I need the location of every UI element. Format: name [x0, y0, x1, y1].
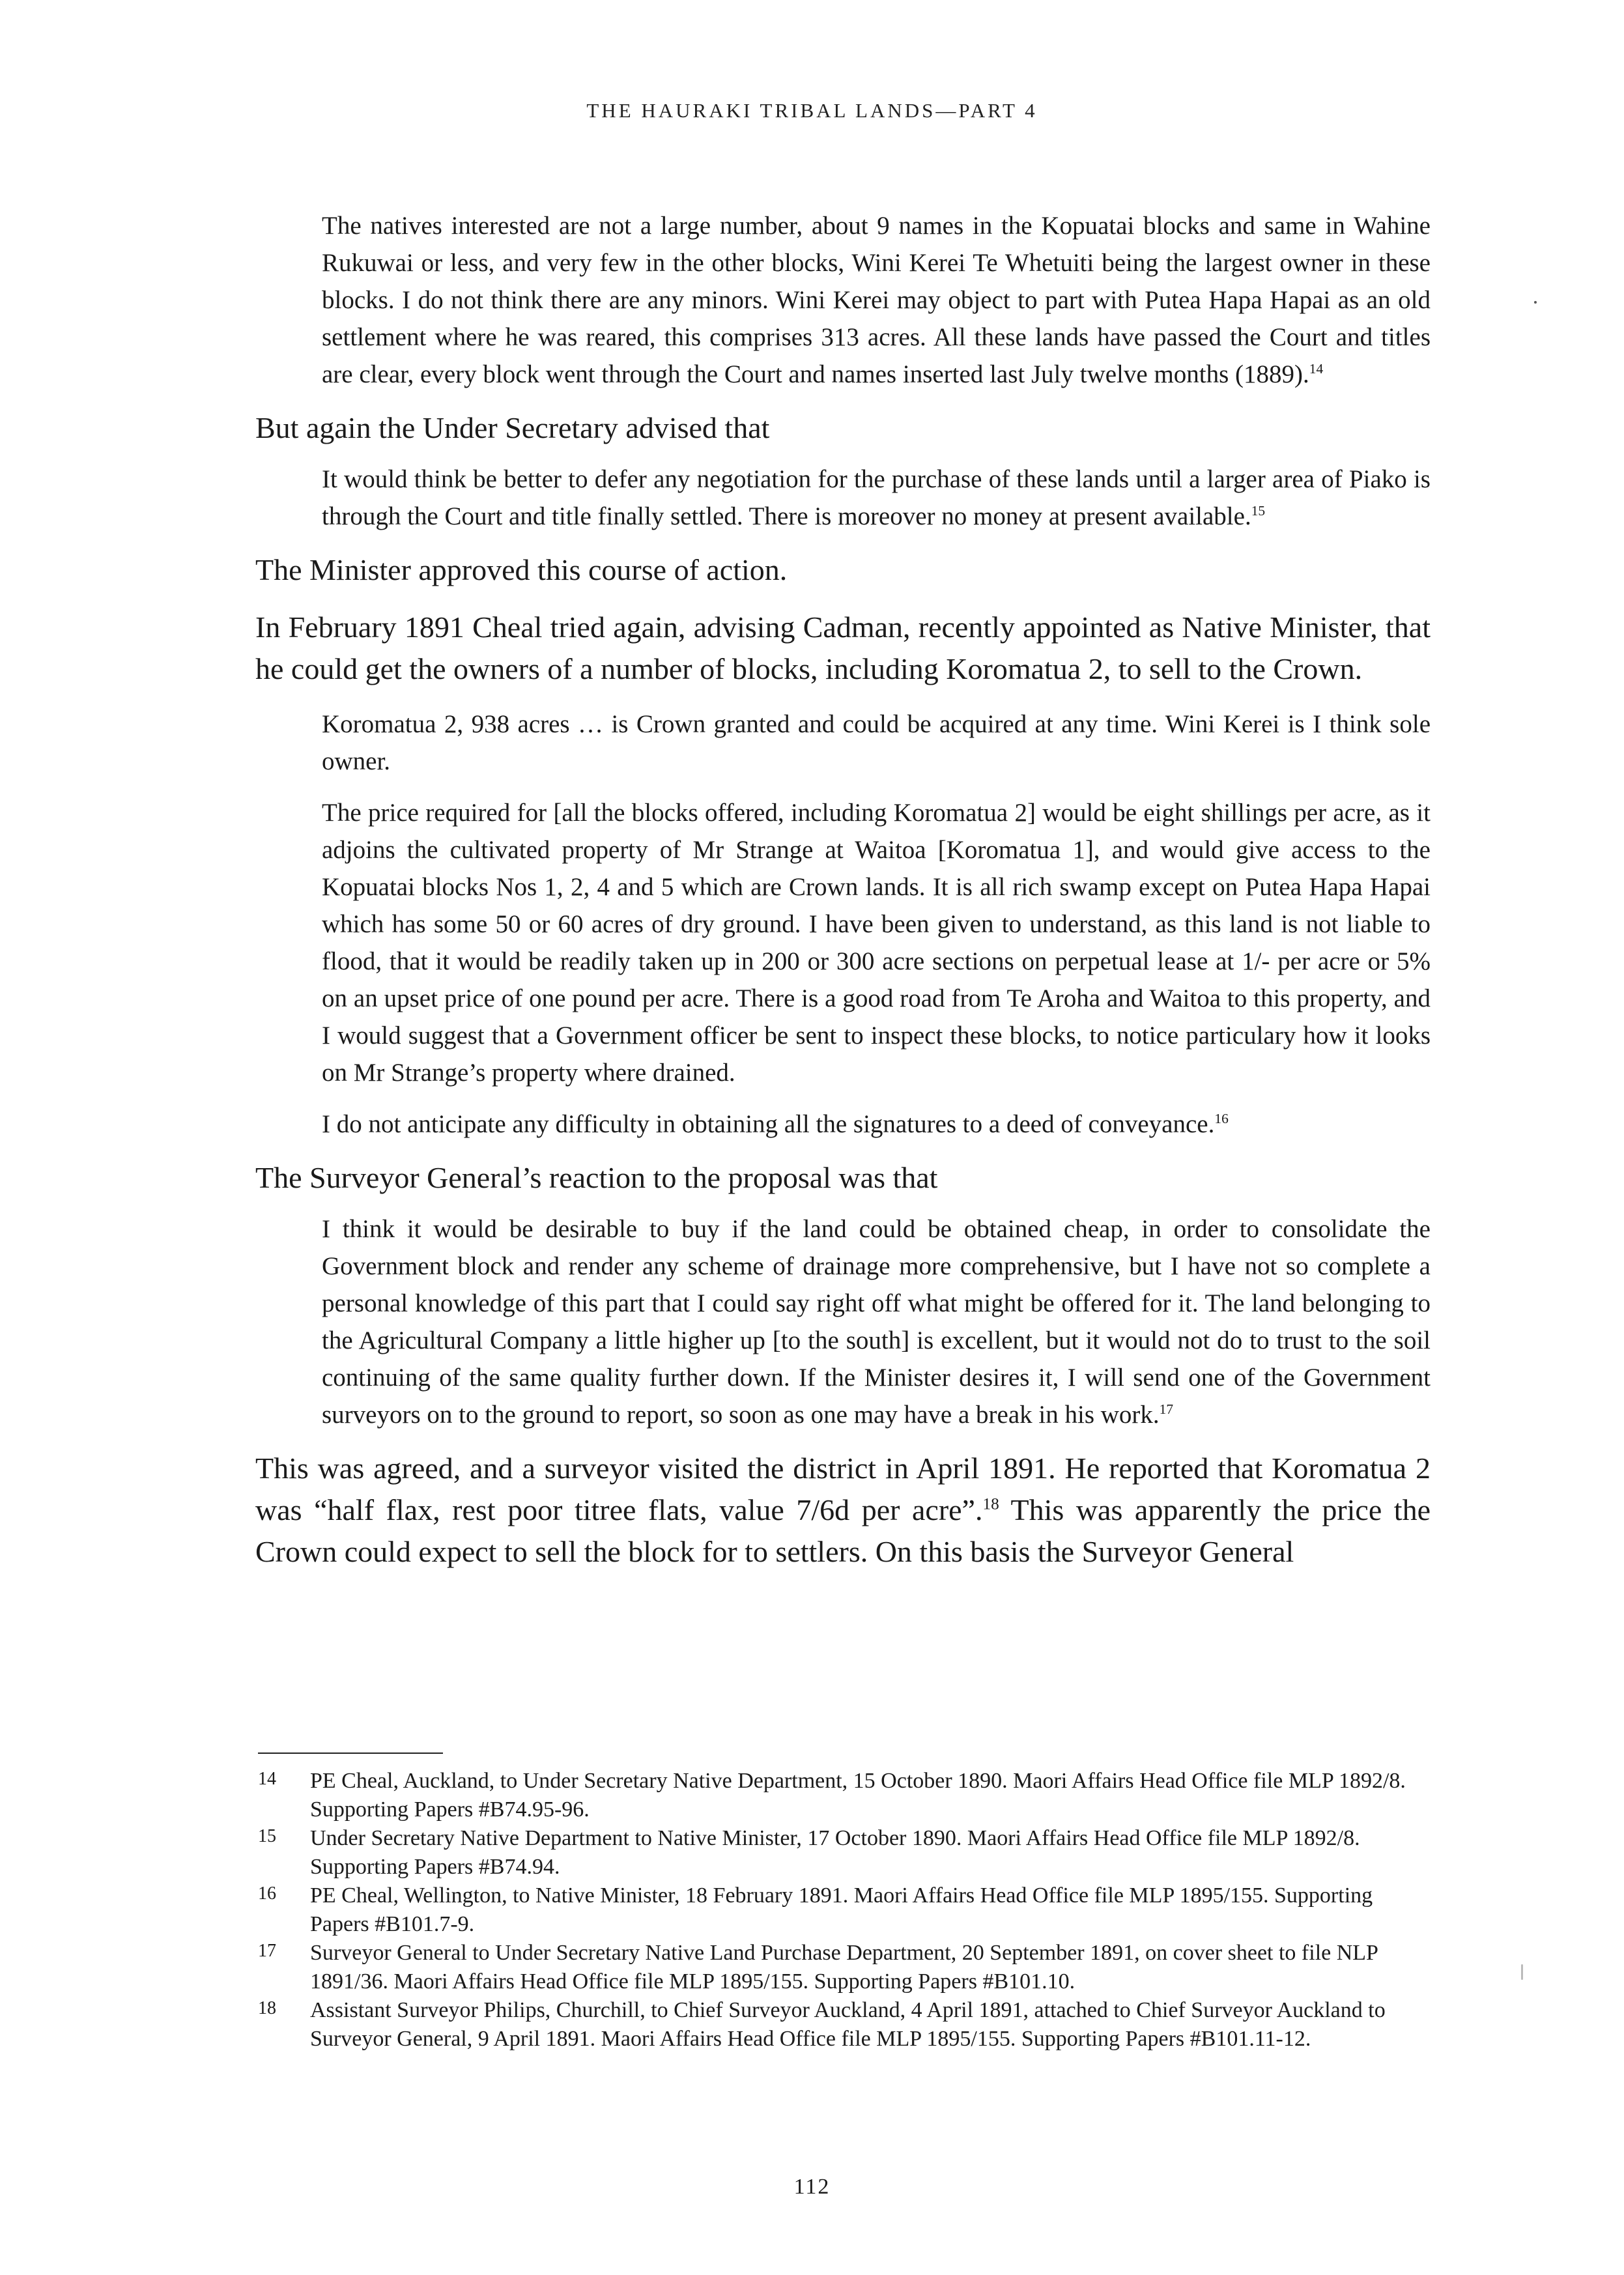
scan-speck — [1534, 301, 1537, 304]
footnote-ref[interactable]: 15 — [1251, 503, 1266, 519]
block-quote: The price required for [all the blocks offered, including Koromatua 2] would be eight shillings per acre, as it adjoins the cultivated property of Mr Strange at Waitoa [Koromatua 1], and would give access to the Kopuatai blocks Nos 1, 2, 4 and 5 which are Crown lands. It is all rich swamp except on Putea Hapa Hapai which has some 50 or 60 acres of dry ground. I have been given to understand, as this land is not liable to flood, that it would be readily taken up in 200 or 300 acre sections on perpetual lease at 1/- per acre or 5% on an upset price of one pound per acre. There is a good road from Te Aroha and Waitoa to this property, and I would suggest that a Government officer be sent to inspect these blocks, to notice particulary how it looks on Mr Strange’s property where drained. — [322, 799, 1431, 1087]
footnote-text: Surveyor General to Under Secretary Native Land Purchase Department, 20 September 1891, on cover sheet to file NLP 1891/36. Maori Affairs Head Office file MLP 1895/155. Supporting Papers #B101.10. — [310, 1941, 1378, 1994]
block-quote — [322, 461, 1431, 535]
quote-text: The natives interested are not a large number, about 9 names in the Kopuatai blocks and same in Wahine Rukuwai or less, and very few in the other blocks, Wini Kerei Te Whetuiti being the largest owner in these blocks. I do not think there are any minors. Wini Kerei may object to part with Putea Hapa Hapai as an old settlement where he was reared, this comprises 313 acres. All these lands have passed the Court and titles are clear, every block went through the Court and names inserted last July twelve months (1889). — [322, 212, 1431, 388]
footnote-number: 14 — [258, 1769, 276, 1789]
body-text — [255, 207, 1431, 1588]
block-quote — [322, 207, 1431, 393]
quote-text: It would think be better to defer any negotiation for the purchase of these lands until a larger area of Piako is through the Court and title finally settled. There is moreover no money at present available. — [322, 465, 1431, 530]
quote-text: I think it would be desirable to buy if the land could be obtained cheap, in order to consolidate the Government block and render any scheme of drainage more comprehensive, but I have not so complete a personal knowledge of this part that I could say right off what might be offered for it. The land belonging to the Agricultural Company a little higher up [to the south] is excellent, but it would not do to trust to the soil continuing of the same quality further down. If the Minister desires it, I will send one of the Government surveyors on to the ground to report, so soon as one may have a break in his work. — [322, 1215, 1431, 1429]
footnote-ref[interactable]: 17 — [1159, 1401, 1174, 1417]
footnote-separator — [258, 1753, 443, 1754]
footnote — [258, 1996, 1431, 2053]
footnotes — [258, 1767, 1431, 2053]
scan-speck — [1521, 1964, 1523, 1980]
footnote-ref[interactable]: 14 — [1309, 361, 1324, 377]
footnote — [258, 1824, 1431, 1882]
paragraph-text: This was agreed, and a surveyor visited the district in April 1891. He reported that Koromatua 2 was “half flax, rest poor titree flats, value 7/6d per acre”. — [255, 1452, 1431, 1526]
footnote — [258, 1882, 1431, 1939]
footnote-number: 17 — [258, 1941, 276, 1961]
paragraph: The Minister approved this course of action. — [255, 553, 788, 586]
footnote-text: Under Secretary Native Department to Native Minister, 17 October 1890. Maori Affairs Head Office file MLP 1892/8. Supporting Papers #B74.94. — [310, 1826, 1360, 1879]
quote-text: I do not anticipate any difficulty in obtaining all the signatures to a deed of conveyance. — [322, 1110, 1215, 1138]
footnote — [258, 1939, 1431, 1996]
paragraph-text: This was apparently the price the Crown could expect to sell the block for to settlers. On this basis the Surveyor General — [255, 1493, 1431, 1568]
block-quote — [322, 1106, 1431, 1143]
paragraph: In February 1891 Cheal tried again, advising Cadman, recently appointed as Native Minister, that he could get the owners of a number of blocks, including Koromatua 2, to sell to the Crown. — [255, 610, 1431, 685]
page-number: 112 — [793, 2175, 831, 2199]
block-quote — [322, 1210, 1431, 1433]
footnote-text: PE Cheal, Auckland, to Under Secretary Native Department, 15 October 1890. Maori Affairs Head Office file MLP 1892/8. Supporting Papers #B74.95-96. — [310, 1769, 1406, 1822]
running-head: THE HAURAKI TRIBAL LANDS—PART 4 — [586, 99, 1038, 122]
paragraph: The Surveyor General’s reaction to the proposal was that — [255, 1161, 938, 1194]
footnote-number: 15 — [258, 1826, 276, 1846]
footnote-ref[interactable]: 16 — [1214, 1111, 1229, 1126]
footnote-ref[interactable]: 18 — [982, 1495, 999, 1513]
footnote-number: 18 — [258, 1998, 276, 2018]
paragraph: But again the Under Secretary advised that — [255, 411, 770, 444]
footnote-text: PE Cheal, Wellington, to Native Minister, 18 February 1891. Maori Affairs Head Office file MLP 1895/155. Supporting Papers #B101.7-9. — [310, 1883, 1373, 1936]
footnote-number: 16 — [258, 1883, 276, 1904]
paragraph — [255, 1448, 1431, 1573]
footnote-text: Assistant Surveyor Philips, Churchill, to Chief Surveyor Auckland, 4 April 1891, attached to Chief Surveyor Auckland to Surveyor General, 9 April 1891. Maori Affairs Head Office file MLP 1895/155. Supporting Papers #B101.11-12. — [310, 1998, 1386, 2051]
block-quote: Koromatua 2, 938 acres … is Crown granted and could be acquired at any time. Wini Kerei is I think sole owner. — [322, 710, 1431, 775]
footnote — [258, 1767, 1431, 1824]
